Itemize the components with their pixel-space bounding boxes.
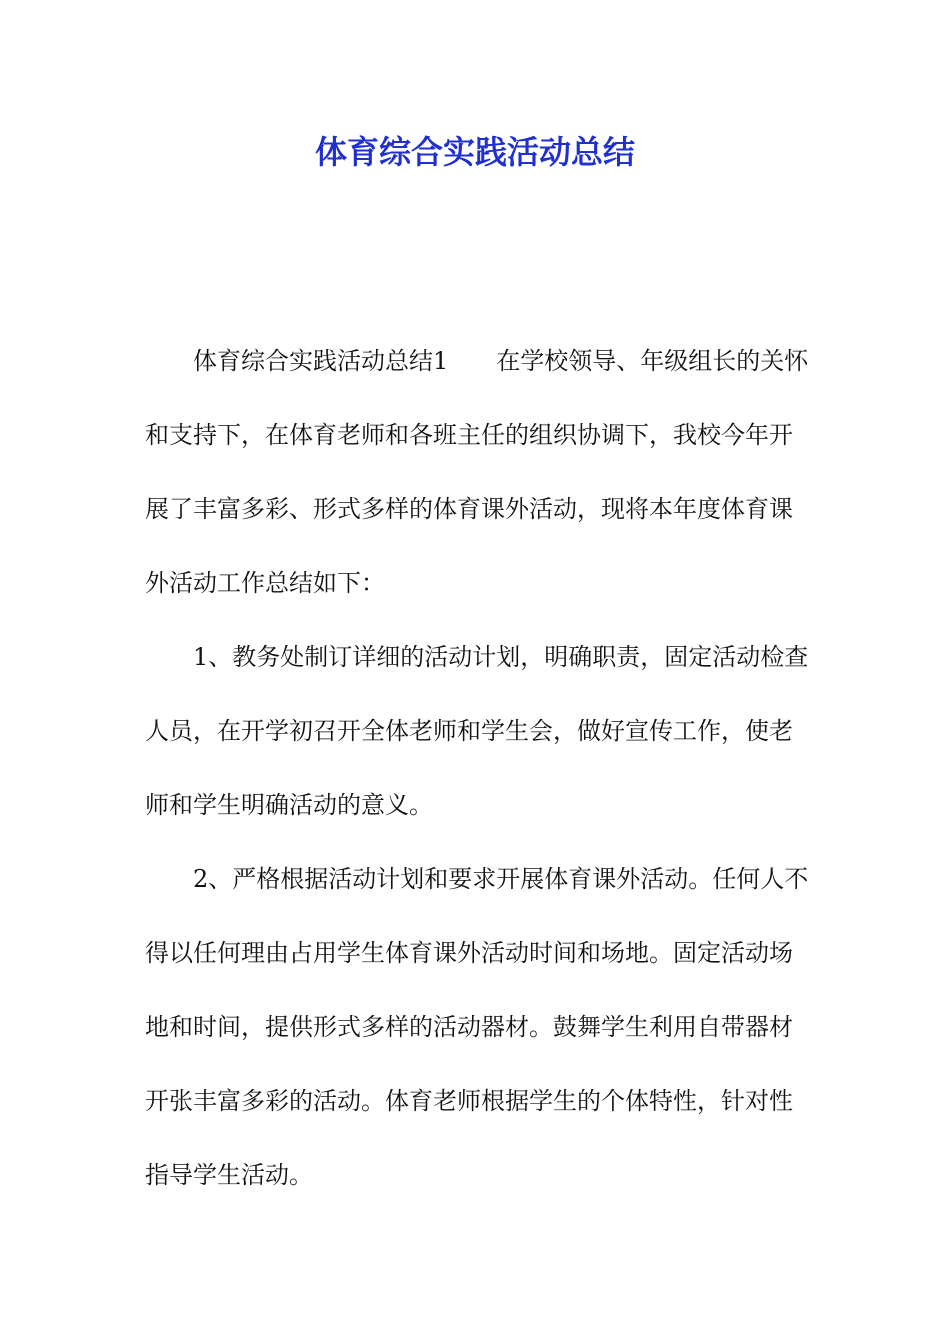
document-body xyxy=(145,324,809,1212)
paragraph-intro: 体育综合实践活动总结1 在学校领导、年级组长的关怀和支持下，在体育老师和各班主任的组织协调下，我校今年开展了丰富多彩、形式多样的体育课外活动，现将本年度体育课外活动工作总结如下： xyxy=(145,347,809,597)
paragraph-item-2: 2、严格根据活动计划和要求开展体育课外活动。任何人不得以任何理由占用学生体育课外活动时间和场地。固定活动场地和时间，提供形式多样的活动器材。鼓舞学生利用自带器材开张丰富多彩的活动。体育老师根据学生的个体特性，针对性指导学生活动。 xyxy=(145,865,809,1189)
document-title: 体育综合实践活动总结 xyxy=(314,133,635,171)
paragraph-item-1: 1、教务处制订详细的活动计划，明确职责，固定活动检查人员，在开学初召开全体老师和学生会，做好宣传工作，使老师和学生明确活动的意义。 xyxy=(145,643,809,819)
